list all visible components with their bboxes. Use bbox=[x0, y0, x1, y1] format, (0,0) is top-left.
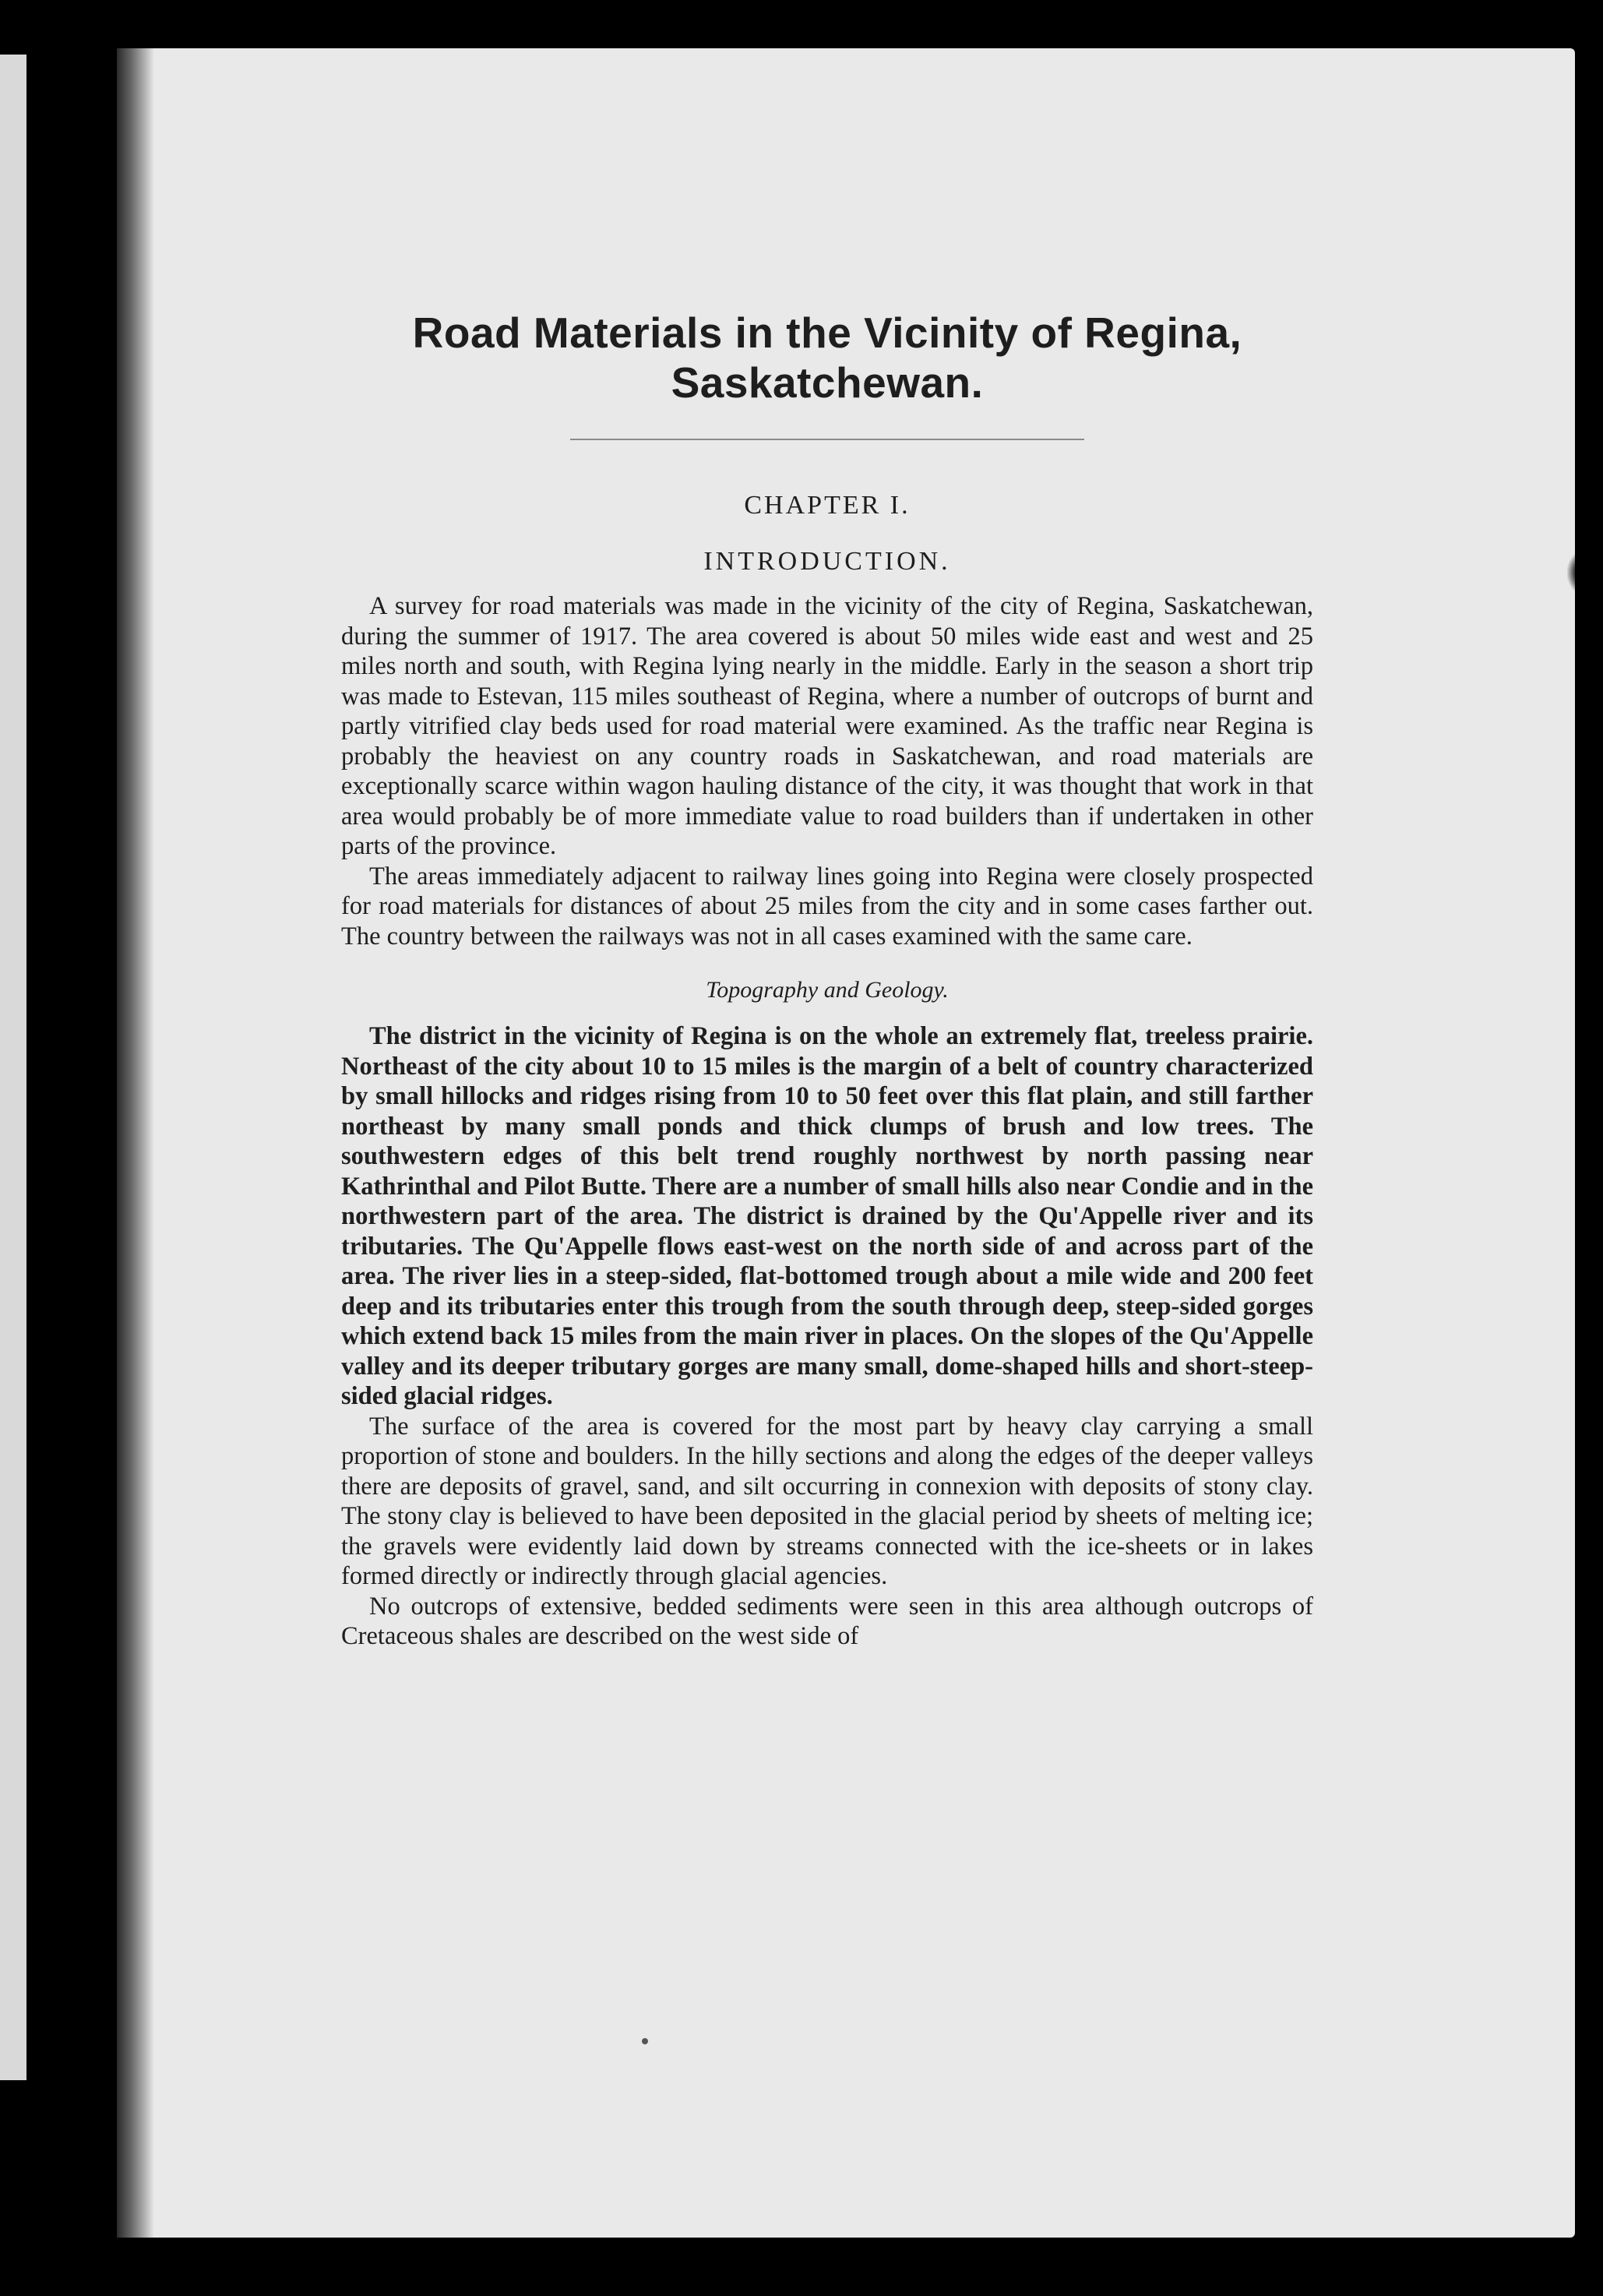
scan-edge-artifact bbox=[1567, 545, 1603, 600]
chapter-heading: CHAPTER I. bbox=[744, 491, 911, 520]
paragraph-survey: A survey for road materials was made in the vicinity of the city of Regina, Saskatchewan, during the summer of 1917. The area covered is about 50 miles wide east and west and 25 miles north and south, with Regina lying nearly in the middle. Early in the season a short trip was made to Estevan, 115 miles southeast of Regina, where a number of outcrops of burnt and partly vitrified clay beds used for road material were examined. As the traffic near Regina is probably the heaviest on any country roads in Saskatchewan, and road materials are exceptionally scarce within wagon hauling distance of the city, it was thought that work in that area would probably be of more immediate value to road builders than if undertaken in other parts of the province. bbox=[341, 592, 1313, 860]
paragraph-surface: The surface of the area is covered for the most part by heavy clay carrying a small proportion of stone and boulders. In the hilly sections and along the edges of the deeper valleys there are deposits of gravel, sand, and silt occurring in connexion with deposits of stony clay. The stony clay is believed to have been deposited in the glacial period by sheets of melting ice; the gravels were evidently laid down by streams connected with the ice-sheets or in lakes formed directly or indirectly through glacial agencies. bbox=[341, 1412, 1313, 1590]
section-heading: INTRODUCTION. bbox=[703, 547, 951, 576]
title-line-2: Saskatchewan. bbox=[671, 358, 984, 407]
paragraph-outcrops: No outcrops of extensive, bedded sediments were seen in this area although outcrops of Cretaceous shales are described on the west side of bbox=[341, 1592, 1313, 1650]
page-gutter-shadow bbox=[117, 48, 154, 2238]
title-line-1: Road Materials in the Vicinity of Regina, bbox=[412, 309, 1242, 357]
page-folio-mark bbox=[642, 2038, 648, 2044]
paragraph-railway-areas: The areas immediately adjacent to railway lines going into Regina were closely prospected for road materials for distances of about 25 miles from the city and in some cases farther out. The country between the railways was not in all cases examined with the same care. bbox=[341, 862, 1313, 950]
subheading-topography: Topography and Geology. bbox=[706, 977, 949, 1003]
document-title bbox=[341, 308, 1313, 407]
title-rule bbox=[570, 439, 1084, 440]
paragraph-district: The district in the vicinity of Regina is on the whole an extremely flat, treeless prairie. Northeast of the city about 10 to 15 miles is the margin of a belt of country characterized by small hillocks and ridges rising from 10 to 50 feet over this flat plain, and still farther northeast by many small ponds and thick clumps of brush and low trees. The southwestern edges of this belt trend roughly northwest by north passing near Kathrinthal and Pilot Butte. There are a number of small hills also near Condie and in the northwestern part of the area. The district is drained by the Qu'Appelle river and its tributaries. The Qu'Appelle flows east-west on the north side of and across part of the area. The river lies in a steep-sided, flat-bottomed trough about a mile wide and 200 feet deep and its tributaries enter this trough from the south through deep, steep-sided gorges which extend back 15 miles from the main river in places. On the slopes of the Qu'Appelle valley and its deeper tributary gorges are many small, dome-shaped hills and short-steep-sided glacial ridges. bbox=[341, 1022, 1313, 1410]
previous-page-edge bbox=[0, 55, 26, 2080]
page-content bbox=[341, 308, 1313, 1652]
